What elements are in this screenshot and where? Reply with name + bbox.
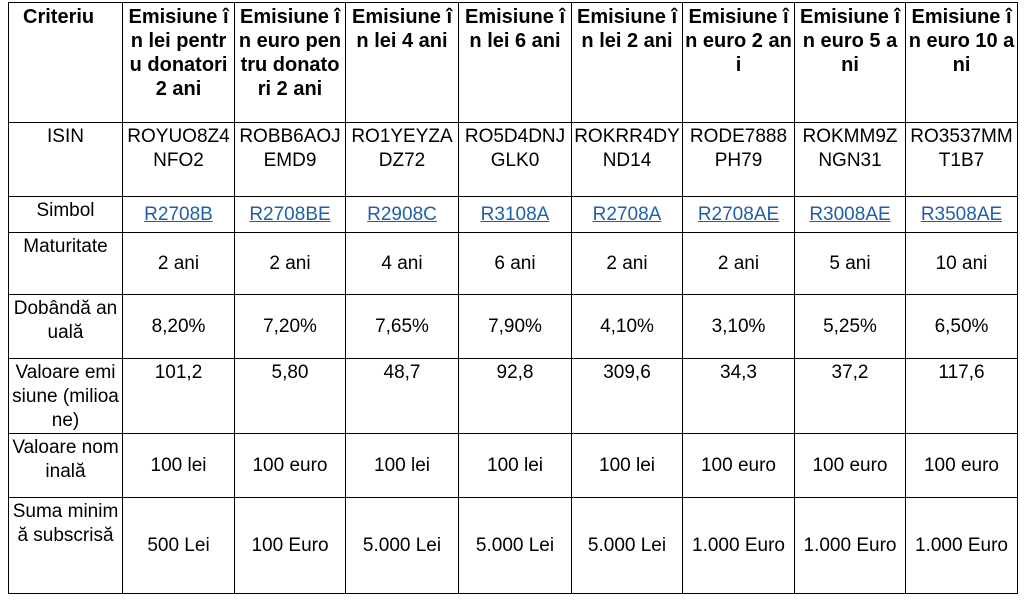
- isin-cell: ROKMM9ZNGN31: [795, 123, 906, 197]
- interest-cell: 8,20%: [123, 295, 235, 359]
- maturity-cell: 2 ani: [572, 233, 683, 295]
- nominal-value-cell: 100 lei: [346, 434, 459, 498]
- isin-cell: RO1YEYZADZ72: [346, 123, 459, 197]
- symbol-link[interactable]: R3108A: [480, 203, 550, 225]
- column-header: Emisiune în euro 2 ani: [683, 3, 795, 123]
- column-header: Emisiune în lei 4 ani: [346, 3, 459, 123]
- nominal-value-cell: 100 lei: [459, 434, 572, 498]
- minimum-subscription-cell: 100 Euro: [235, 498, 346, 594]
- interest-cell: 6,50%: [906, 295, 1018, 359]
- symbol-cell: [459, 197, 572, 233]
- isin-cell: RO3537MMT1B7: [906, 123, 1018, 197]
- column-header: Emisiune în euro 5 ani: [795, 3, 906, 123]
- minimum-subscription-cell: 1.000 Euro: [906, 498, 1018, 594]
- emission-value-cell: 117,6: [906, 359, 1018, 434]
- minimum-subscription-cell: 5.000 Lei: [459, 498, 572, 594]
- column-header: Emisiune în lei pentru donatori 2 ani: [123, 3, 235, 123]
- table-row-isin: [9, 123, 1018, 197]
- column-header: Emisiune în euro 10 ani: [906, 3, 1018, 123]
- nominal-value-cell: 100 euro: [235, 434, 346, 498]
- symbol-cell: [683, 197, 795, 233]
- nominal-value-cell: 100 euro: [906, 434, 1018, 498]
- symbol-link[interactable]: R2708AE: [697, 203, 780, 225]
- nominal-value-cell: 100 lei: [123, 434, 235, 498]
- maturity-cell: 6 ani: [459, 233, 572, 295]
- symbol-link[interactable]: R2908C: [367, 203, 437, 225]
- maturity-cell: 2 ani: [123, 233, 235, 295]
- emission-value-cell: 48,7: [346, 359, 459, 434]
- symbol-cell: [572, 197, 683, 233]
- column-header: Emisiune în lei 2 ani: [572, 3, 683, 123]
- symbol-link[interactable]: R3508AE: [920, 203, 1003, 225]
- symbol-cell: [906, 197, 1018, 233]
- row-label: Suma minimă subscrisă: [9, 498, 123, 594]
- symbol-link[interactable]: R2708B: [144, 203, 213, 225]
- minimum-subscription-cell: 5.000 Lei: [346, 498, 459, 594]
- table-row-minimum-subscription: [9, 498, 1018, 594]
- isin-cell: RODE7888PH79: [683, 123, 795, 197]
- maturity-cell: 2 ani: [235, 233, 346, 295]
- emission-value-cell: 5,80: [235, 359, 346, 434]
- bond-emissions-table: [8, 2, 1018, 594]
- symbol-cell: [123, 197, 235, 233]
- minimum-subscription-cell: 5.000 Lei: [572, 498, 683, 594]
- nominal-value-cell: 100 euro: [795, 434, 906, 498]
- interest-cell: 5,25%: [795, 295, 906, 359]
- isin-cell: ROBB6AOJEMD9: [235, 123, 346, 197]
- symbol-link[interactable]: R2708BE: [249, 203, 331, 225]
- table-row-interest: [9, 295, 1018, 359]
- symbol-link[interactable]: R2708A: [592, 203, 662, 225]
- interest-cell: 7,20%: [235, 295, 346, 359]
- maturity-cell: 2 ani: [683, 233, 795, 295]
- minimum-subscription-cell: 1.000 Euro: [683, 498, 795, 594]
- symbol-link[interactable]: R3008AE: [809, 203, 891, 225]
- row-label: Simbol: [9, 197, 123, 233]
- symbol-cell: [235, 197, 346, 233]
- minimum-subscription-cell: 500 Lei: [123, 498, 235, 594]
- emission-value-cell: 37,2: [795, 359, 906, 434]
- table-row-emission-value: [9, 359, 1018, 434]
- table-header-row: [9, 3, 1018, 123]
- criteria-header: Criteriu: [9, 3, 123, 123]
- row-label: Dobândă anuală: [9, 295, 123, 359]
- isin-cell: ROKRR4DYND14: [572, 123, 683, 197]
- interest-cell: 3,10%: [683, 295, 795, 359]
- row-label: Maturitate: [9, 233, 123, 295]
- row-label: Valoare nominală: [9, 434, 123, 498]
- isin-cell: RO5D4DNJGLK0: [459, 123, 572, 197]
- symbol-cell: [795, 197, 906, 233]
- interest-cell: 7,90%: [459, 295, 572, 359]
- emission-value-cell: 309,6: [572, 359, 683, 434]
- table-row-maturity: [9, 233, 1018, 295]
- nominal-value-cell: 100 lei: [572, 434, 683, 498]
- row-label: Valoare emisiune (milioane): [9, 359, 123, 434]
- symbol-cell: [346, 197, 459, 233]
- column-header: Emisiune în lei 6 ani: [459, 3, 572, 123]
- column-header: Emisiune în euro pentru donatori 2 ani: [235, 3, 346, 123]
- emission-value-cell: 34,3: [683, 359, 795, 434]
- minimum-subscription-cell: 1.000 Euro: [795, 498, 906, 594]
- table-row-symbol: [9, 197, 1018, 233]
- maturity-cell: 10 ani: [906, 233, 1018, 295]
- interest-cell: 7,65%: [346, 295, 459, 359]
- table-row-nominal-value: [9, 434, 1018, 498]
- maturity-cell: 5 ani: [795, 233, 906, 295]
- interest-cell: 4,10%: [572, 295, 683, 359]
- maturity-cell: 4 ani: [346, 233, 459, 295]
- nominal-value-cell: 100 euro: [683, 434, 795, 498]
- isin-cell: ROYUO8Z4NFO2: [123, 123, 235, 197]
- emission-value-cell: 92,8: [459, 359, 572, 434]
- row-label: ISIN: [9, 123, 123, 197]
- emission-value-cell: 101,2: [123, 359, 235, 434]
